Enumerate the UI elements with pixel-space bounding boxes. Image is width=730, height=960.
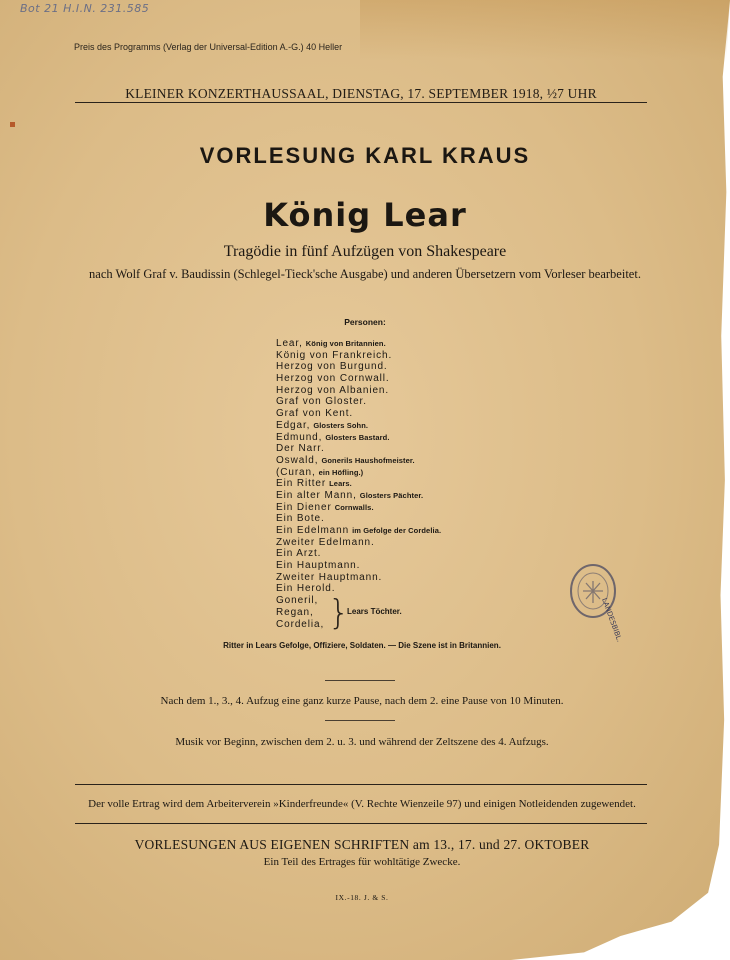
setting-note: Ritter in Lears Gefolge, Offiziere, Soldaten. — Die Szene ist in Britannien. <box>223 641 501 650</box>
role-name: Edgar, <box>276 419 311 431</box>
daughters-label: Lears Töchter. <box>347 607 402 616</box>
role-note: im Gefolge der Cordelia. <box>352 526 442 535</box>
cast-role <box>276 408 506 420</box>
role-note: Cornwalls. <box>334 502 374 512</box>
role-note: Glosters Sohn. <box>313 420 369 430</box>
cast-role <box>276 467 506 479</box>
play-title: König Lear <box>263 196 467 234</box>
proceeds-note: Der volle Ertrag wird dem Arbeiterverein »Kinderfreunde« (V. Rechte Wienzeile 97) und einigen Notleidenden zugewendet. <box>88 798 636 810</box>
cast-role <box>276 361 506 373</box>
lower-rule <box>75 823 647 824</box>
handwritten-shelfmark: Bot 21 H.I.N. 231.585 <box>20 2 150 15</box>
role-note: Glosters Pächter. <box>359 490 424 500</box>
cast-list <box>276 338 506 595</box>
venue-line: KLEINER KONZERTHAUSSAAL, DIENSTAG, 17. SEPTEMBER 1918, ½7 UHR <box>125 86 597 101</box>
role-name: Ein Hauptmann. <box>276 560 361 572</box>
role-name: König von Frankreich. <box>276 349 393 361</box>
top-rule <box>75 102 647 103</box>
role-name: Ein Bote. <box>276 513 325 525</box>
role-name: Zweiter Hauptmann. <box>276 571 383 583</box>
pause-note: Nach dem 1., 3., 4. Aufzug eine ganz kurze Pause, nach dem 2. eine Pause von 10 Minuten. <box>160 695 564 707</box>
role-name: Graf von Gloster. <box>276 396 367 408</box>
upcoming-readings: VORLESUNGEN AUS EIGENEN SCHRIFTEN am 13., 17. und 27. OKTOBER <box>134 837 590 852</box>
role-note: ein Höfling.) <box>318 467 364 477</box>
cast-role <box>276 502 506 514</box>
role-note: König von Britannien. <box>305 339 386 348</box>
translator-note: nach Wolf Graf v. Baudissin (Schlegel-Tieck'sche Ausgabe) und anderen Übersetzern vom Vorleser bearbeitet. <box>89 267 641 281</box>
brace-symbol: } <box>328 593 350 633</box>
cast-role <box>276 490 506 502</box>
role-name: Ein Arzt. <box>276 548 322 560</box>
short-divider <box>325 680 395 681</box>
cast-role <box>276 396 506 408</box>
role-note: Gonerils Haushofmeister. <box>321 455 415 465</box>
cast-role <box>276 478 506 490</box>
cast-role <box>276 432 506 444</box>
cast-role <box>276 420 506 432</box>
role-name: Zweiter Edelmann. <box>276 536 375 548</box>
reading-heading: VORLESUNG KARL KRAUS <box>199 143 531 168</box>
role-name: Oswald, <box>276 454 319 466</box>
cast-role <box>276 513 506 525</box>
role-note: Glosters Bastard. <box>325 432 390 442</box>
cast-heading: Personen: <box>344 317 386 327</box>
library-stamp <box>566 561 624 644</box>
middle-rule <box>75 784 647 785</box>
daughter-name: Cordelia, <box>276 619 325 630</box>
role-name: Ein alter Mann, <box>276 489 357 501</box>
cast-role <box>276 443 506 455</box>
role-name: Der Narr. <box>276 443 325 455</box>
price-note: Preis des Programms (Verlag der Universal-Edition A.-G.) 40 Heller <box>74 42 343 52</box>
cast-role <box>276 350 506 362</box>
role-name: (Curan, <box>276 466 316 478</box>
play-subtitle: Tragödie in fünf Aufzügen von Shakespeare <box>223 243 507 260</box>
charity-note: Ein Teil des Ertrages für wohltätige Zwecke. <box>263 856 461 868</box>
music-note: Musik vor Beginn, zwischen dem 2. u. 3. und während der Zeltszene des 4. Aufzugs. <box>175 736 549 748</box>
role-name: Ein Herold. <box>276 583 336 595</box>
role-name: Graf von Kent. <box>276 408 354 420</box>
short-divider <box>325 720 395 721</box>
role-name: Ein Ritter <box>276 478 327 490</box>
cast-role <box>276 385 506 397</box>
role-note: Lears. <box>329 479 352 489</box>
role-name: Edmund, <box>276 431 323 443</box>
cast-role <box>276 455 506 467</box>
stamp-text: LANDESBIBL. <box>600 596 624 644</box>
cast-role <box>276 537 506 549</box>
role-name: Ein Edelmann <box>276 525 350 536</box>
cast-role <box>276 572 506 584</box>
daughters-group <box>276 595 446 635</box>
cast-role <box>276 583 506 595</box>
role-name: Ein Diener <box>276 501 332 513</box>
daughter-name: Goneril, <box>276 595 319 606</box>
cast-role <box>276 525 506 537</box>
cast-role <box>276 560 506 572</box>
cast-role <box>276 548 506 560</box>
cast-role <box>276 373 506 385</box>
printer-mark: IX.-18. J. & S. <box>335 893 389 902</box>
cast-role <box>276 338 506 350</box>
role-name: Lear, <box>276 338 303 349</box>
paper-stain <box>360 0 730 60</box>
role-name: Herzog von Albanien. <box>276 384 390 396</box>
role-name: Herzog von Burgund. <box>276 361 388 373</box>
daughter-name: Regan, <box>276 607 314 618</box>
role-name: Herzog von Cornwall. <box>276 373 390 385</box>
margin-mark <box>10 122 15 127</box>
